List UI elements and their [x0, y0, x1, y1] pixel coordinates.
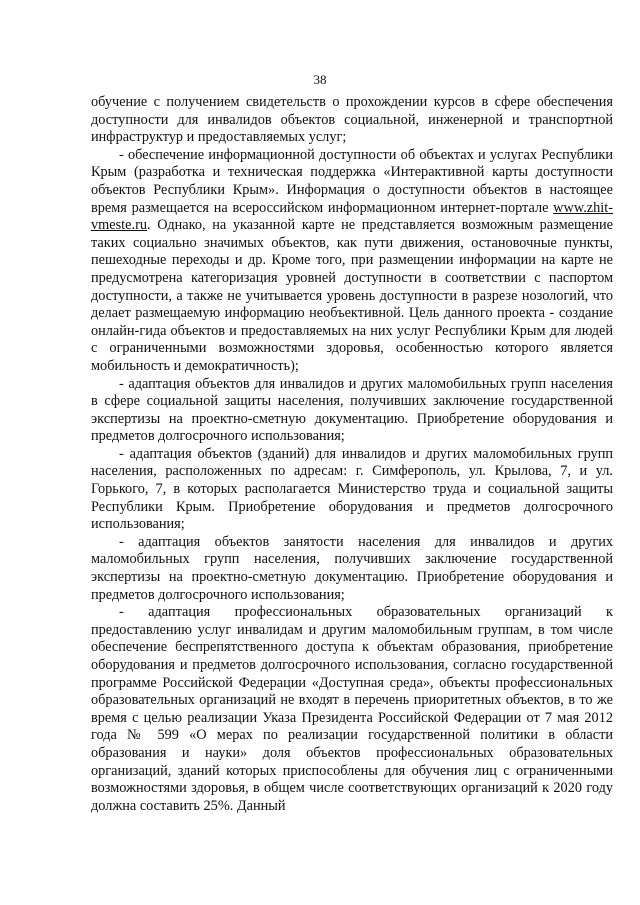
paragraph-text: . Однако, на указанной карте не представляется возможным размещение таких социально значимых объектов, как пути движения, остановочные пункты, пешеходные переходы и др. Кроме того, при размещении информации на карте не предусмотрена категоризация уровней доступности в соответствии с паспортом доступности, а также не учитывается уровень доступности в разрезе нозологий, что делает размещаемую информацию необъективной. Цель данного проекта - создание онлайн-гида объектов и предоставляемых на них услуг Республики Крым для людей с ограниченными возможностями здоровья, особенностью которого является мобильность и демократичность); — [91, 217, 613, 374]
body-text — [91, 94, 613, 815]
paragraph-social-protection-adaptation: - адаптация объектов для инвалидов и других маломобильных групп населения в сфере социальной защиты населения, получивших заключение государственной экспертизы на проектно-сметную документацию. Приобретение оборудования и предметов долгосрочного использования; — [91, 375, 613, 445]
paragraph-text: - обеспечение информационной доступности об объектах и услугах Республики Крым (разработка и техническая поддержка «Интерактивной карты доступности объектов Республики Крым». Информация о доступности объектов в настоящее время размещается на всероссийском информационном интернет-портале — [91, 146, 613, 216]
paragraph-information-accessibility — [91, 147, 613, 376]
paragraph-educational-organizations-adaptation: - адаптация профессиональных образовательных организаций к предоставлению услуг инвалидам и другим маломобильным группам, в том числе обеспечение беспрепятственного доступа к объектам образования, приобретение оборудования и предметов долгосрочного использования, согласно государственной программе Российской Федерации «Доступная среда», объекты профессиональных образовательных организаций не входят в перечень приоритетных объектов, в то же время с целью реализации Указа Президента Российской Федерации от 7 мая 2012 года № 599 «О мерах по реализации государственной политики в области образования и науки» доля объектов профессиональных образовательных организаций, зданий которых приспособлены для обучения лиц с ограниченными возможностями здоровья, в общем числе соответствующих организаций к 2020 году должна составить 25%. Данный — [91, 604, 613, 814]
paragraph-employment-objects-adaptation: - адаптация объектов занятости населения для инвалидов и других маломобильных групп населения, получивших заключение государственной экспертизы на проектно-сметную документацию. Приобретение оборудования и предметов долгосрочного использования; — [91, 533, 613, 603]
paragraph-ministry-buildings-adaptation: - адаптация объектов (зданий) для инвалидов и других маломобильных групп населения, расположенных по адресам: г. Симферополь, ул. Крылова, 7, и ул. Горького, 7, в которых располагается Министерство труда и социальной защиты Республики Крым. Приобретение оборудования и предметов долгосрочного использования; — [91, 445, 613, 533]
paragraph-training-continuation: обучение с получением свидетельств о прохождении курсов в сфере обеспечения доступности для инвалидов объектов социальной, инженерной и транспортной инфраструктур и предоставляемых услуг; — [91, 94, 613, 146]
portal-link[interactable]: www.zhit-vmeste.ru — [91, 199, 613, 234]
page-number: 38 — [313, 72, 327, 87]
